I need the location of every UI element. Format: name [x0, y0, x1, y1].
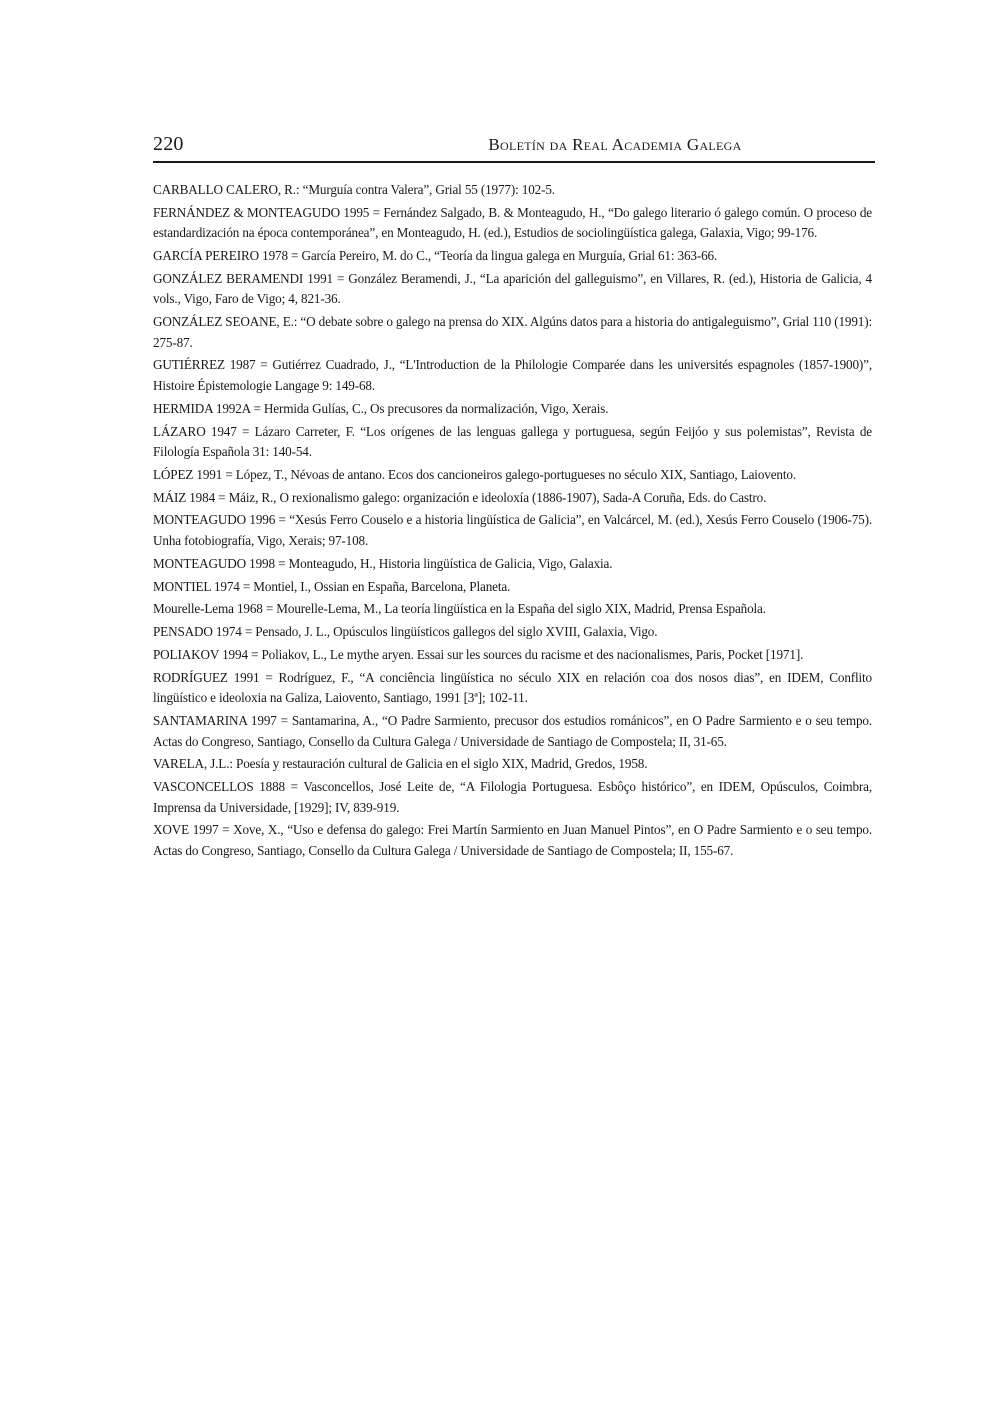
running-title: Boletín da Real Academia Galega: [488, 135, 742, 154]
reference-entry: CARBALLO CALERO, R.: “Murguía contra Valera”, Grial 55 (1977): 102-5.: [153, 182, 555, 197]
page-header: [153, 131, 875, 161]
reference-entry: HERMIDA 1992A = Hermida Gulías, C., Os precusores da normalización, Vigo, Xerais.: [153, 400, 609, 416]
reference-entry: FERNÁNDEZ & MONTEAGUDO 1995 = Fernández Salgado, B. & Monteagudo, H., “Do galego literario ó galego común. O proceso de estandardización na época contemporánea”, en Monteagudo, H. (ed.), Estudios de sociolingüística galega, Galaxia, Vigo; 99-176.: [153, 204, 872, 241]
reference-entry: LÓPEZ 1991 = López, T., Névoas de antano. Ecos dos cancioneiros galego-portugueses no século XIX, Santiago, Laiovento.: [153, 466, 796, 482]
header-rule: [153, 161, 875, 163]
reference-entry: LÁZARO 1947 = Lázaro Carreter, F. “Los orígenes de las lenguas gallega y portuguesa, según Feijóo y sus polemistas”, Revista de Filología Española 31: 140-54.: [153, 423, 872, 460]
reference-entry: VARELA, J.L.: Poesía y restauración cultural de Galicia en el siglo XIX, Madrid, Gredos, 1958.: [153, 756, 648, 772]
reference-entry: XOVE 1997 = Xove, X., “Uso e defensa do galego: Frei Martín Sarmiento en Juan Manuel Pintos”, en O Padre Sarmiento e o seu tempo. Actas do Congreso, Santiago, Consello da Cultura Galega / Universidade de Santiago de Compostela; II, 155-67.: [153, 822, 872, 858]
reference-entry: Mourelle-Lema 1968 = Mourelle-Lema, M., La teoría lingüística en la España del siglo XIX, Madrid, Prensa Española.: [153, 601, 766, 617]
reference-entry: GUTIÉRREZ 1987 = Gutiérrez Cuadrado, J., “L'Introduction de la Philologie Comparée dans les universités espagnoles (1857-1900)”, Histoire Épistemologie Langage 9: 149-68.: [153, 357, 872, 393]
reference-entry: VASCONCELLOS 1888 = Vasconcellos, José Leite de, “A Filologia Portuguesa. Esbôço histórico”, en IDEM, Opúsculos, Coimbra, Imprensa da Universidade, [1929]; IV, 839-919.: [153, 779, 872, 815]
reference-entry: SANTAMARINA 1997 = Santamarina, A., “O Padre Sarmiento, precusor dos estudios románicos”, en O Padre Sarmiento e o seu tempo. Actas do Congreso, Santiago, Consello da Cultura Galega / Universidade de Santiago de Compostela; II, 31-65.: [153, 713, 872, 749]
page-number: 220: [153, 133, 184, 155]
reference-entry: GARCÍA PEREIRO 1978 = García Pereiro, M. do C., “Teoría da lingua galega en Murguía, Grial 61: 363-66.: [153, 248, 718, 264]
reference-entry: MONTEAGUDO 1996 = “Xesús Ferro Couselo e a historia lingüística de Galicia”, en Valcárcel, M. (ed.), Xesús Ferro Couselo (1906-75). Unha fotobiografía, Vigo, Xerais; 97-108.: [153, 512, 872, 548]
reference-entry: RODRÍGUEZ 1991 = Rodríguez, F., “A conciência lingüística no século XIX en relación coa dos nosos dias”, en IDEM, Conflito lingüístico e ideoloxia na Galiza, Laiovento, Santiago, 1991 [3ª]; 102-11.: [153, 669, 872, 706]
reference-list: [153, 180, 872, 864]
reference-entry: MONTEAGUDO 1998 = Monteagudo, H., Historia lingüística de Galicia, Vigo, Galaxia.: [153, 555, 613, 571]
reference-entry: POLIAKOV 1994 = Poliakov, L., Le mythe aryen. Essai sur les sources du racisme et des nacionalismes, Paris, Pocket [1971].: [153, 646, 804, 662]
reference-entry: MÁIZ 1984 = Máiz, R., O rexionalismo galego: organización e ideoloxía (1886-1907), Sada-A Coruña, Eds. do Castro.: [153, 489, 767, 505]
reference-entry: PENSADO 1974 = Pensado, J. L., Opúsculos lingüísticos gallegos del siglo XVIII, Galaxia, Vigo.: [153, 624, 658, 640]
reference-entry: GONZÁLEZ BERAMENDI 1991 = González Beramendi, J., “La aparición del galleguismo”, en Villares, R. (ed.), Historia de Galicia, 4 vols., Vigo, Faro de Vigo; 4, 821-36.: [153, 270, 872, 307]
reference-entry: GONZÁLEZ SEOANE, E.: “O debate sobre o galego na prensa do XIX. Algúns datos para a historia do antigaleguismo”, Grial 110 (1991): 275-87.: [153, 314, 872, 350]
reference-entry: MONTIEL 1974 = Montiel, I., Ossian en España, Barcelona, Planeta.: [153, 578, 511, 594]
